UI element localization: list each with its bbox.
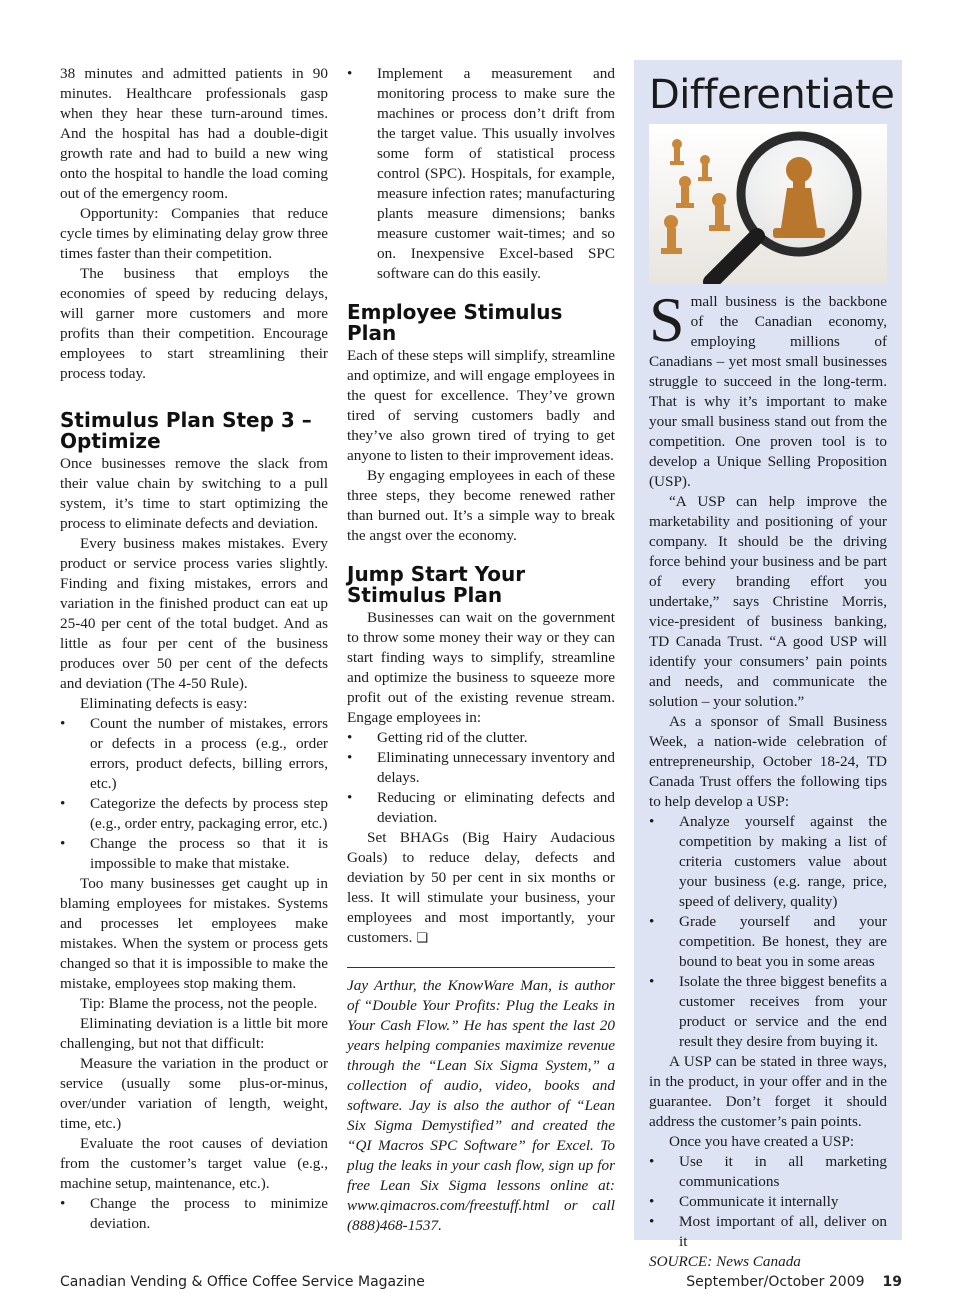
paragraph: A USP can be stated in three ways, in the product, in your offer and in the guarantee. Don’t forget it should address the customer’s pain points. [649,1053,887,1130]
paragraph: As a sponsor of Small Business Week, a nation-wide celebration of entrepreneurship, October 18-24, TD Canada Trust offers the following tips to help develop a USP: [649,713,887,810]
list-item: • Communicate it internally [649,1192,887,1212]
issue-and-page [686,1274,902,1290]
list-item: • Eliminating unnecessary inventory and delays. [347,748,615,788]
bullet-list [60,714,328,874]
paragraph: 38 minutes and admitted patients in 90 minutes. Healthcare professionals gasp when they hear these turn-around times. And the hospital has had a double-digit growth rate and had to build a new wing onto the hospital to handle the load coming out of the emergency room. [60,65,328,202]
section-heading-jump-start: Jump Start Your Stimulus Plan [347,562,526,607]
paragraph: Opportunity: Companies that reduce cycle times by eliminating delay grow three times faster than their competition. [60,205,328,262]
paragraph: Eliminating defects is easy: [80,695,248,712]
author-bio: Jay Arthur, the KnowWare Man, is author of “Double Your Profits: Plug the Leaks in Your Cash Flow.” He has spent the last 20 years helping companies maximize revenue through the “Lean Six Sigma System,” a collection of audio, video, books and software. Jay is also the author of “Lean Six Sigma Demystified” and created the “QI Macros SPC Software” for Excel. To plug the leaks in your cash flow, sign up for free Lean Six Sigma lessons online at: www.qimacros.com/freestuff.html or call (888)468-1537. [347,977,615,1234]
paragraph: Tip: Blame the process, not the people. [80,995,318,1012]
paragraph [347,828,615,949]
paragraph-text: Set BHAGs (Big Hairy Audacious Goals) to reduce delay, defects and deviation by 50 per cent in six months or less. It will stimulate your business, your employees and most importantly, your customers. [347,829,615,946]
drop-cap: S [649,284,685,355]
paragraph: Businesses can wait on the government to throw some money their way or they can start finding ways to simplify, streamline and optimize the business to squeeze more profit out of the existing revenue stream. Engage employees in: [347,609,615,726]
paragraph: Once you have created a USP: [669,1133,855,1150]
source-credit: SOURCE: News Canada [649,1253,801,1270]
paragraph: The business that employs the economies of speed by reducing delays, will garner more customers and more profits than their competition. Encourage employees to start streamlining their process today. [60,265,328,382]
sidebar-differentiate [634,60,902,1270]
sidebar-title: Differentiate [649,72,895,118]
list-item: • Use it in all marketing communications [649,1152,887,1192]
list-item: • Implement a measurement and monitoring process to make sure the machines or process don’t drift from the target value. This usually involves some form of statistical process control (SPC). Hospitals, for example, measure infection rates; manufacturing plants measure dimensions; banks measure customer wait-times; and so on. Inexpensive Excel-based SPC software can do this easily. [347,64,615,284]
page-footer [60,1274,902,1294]
section-heading-employee-stimulus: Employee Stimulus Plan [347,300,563,345]
bullet-list [60,1194,328,1234]
paragraph: Measure the variation in the product or service (usually some plus-or-minus, over/under variation of length, weight, time, etc.) [60,1055,328,1132]
list-item: • Grade yourself and your competition. Be honest, they are bound to beat you in some areas [649,912,887,972]
publication-name: Canadian Vending & Office Coffee Service Magazine [60,1274,425,1290]
paragraph: Evaluate the root causes of deviation from the customer’s target value (e.g., machine setup, maintenance, etc.). [60,1135,328,1192]
issue-date: September/October 2009 [686,1274,865,1290]
list-item: • Change the process to minimize deviation. [60,1194,328,1234]
list-item: • Count the number of mistakes, errors or defects in a process (e.g., order errors, product defects, billing errors, etc.) [60,714,328,794]
list-item: • Getting rid of the clutter. [347,728,615,748]
list-item: • Categorize the defects by process step (e.g., order entry, packaging error, etc.) [60,794,328,834]
column-1 [60,64,328,1234]
paragraph: Once businesses remove the slack from their value chain by switching to a pull system, it’s time to start optimizing the process to eliminate defects and deviation. [60,455,328,532]
bullet-list [347,728,615,828]
paragraph: Too many businesses get caught up in blaming employees for mistakes. Systems and processes let employees make mistakes. When the system or process gets changed so that it is impossible to make the mistake, employees stop making them. [60,875,328,992]
page-number: 19 [882,1274,902,1290]
list-item: • Reducing or eliminating defects and deviation. [347,788,615,828]
chess-pieces-illustration [649,124,887,284]
paragraph: By engaging employees in each of these three steps, they become renewed rather than burned out. It’s a simple way to break the angst over the economy. [347,467,615,544]
paragraph-text: mall business is the backbone of the Canadian economy, employing millions of Canadians – yet most small businesses struggle to succeed in the long-term. That is why it’s important to make your small business stand out from the competition. One proven tool is to develop a Unique Selling Proposition (USP). [649,293,887,490]
chess-magnifier-photo [649,124,887,284]
paragraph: Every business makes mistakes. Every product or service process varies slightly. Finding and fixing mistakes, errors and variation in the finished product can eat up 25-40 per cent of the total budget. And as little as four per cent of the business produces over 50 per cent of the defects and deviation (The 4-50 Rule). [60,535,328,692]
bullet-list [347,64,615,284]
list-item: • Change the process so that it is impossible to make that mistake. [60,834,328,874]
paragraph [649,284,887,492]
bullet-list [649,812,887,1052]
section-heading-optimize: Stimulus Plan Step 3 – Optimize [60,408,312,453]
end-mark: ❏ [416,931,428,946]
paragraph: “A USP can help improve the marketability and positioning of your company. It should be the driving force behind your business and be part of every branding effort you undertake,” says Christine Morris, vice-president of business banking, TD Canada Trust. “A good USP will identify your consumers’ pain points and needs, and communicate the solution – your solution.” [649,493,887,710]
list-item: • Isolate the three biggest benefits a customer receives from your product or service and the end result they desire from buying it. [649,972,887,1052]
paragraph: Each of these steps will simplify, streamline and optimize, and will engage employees in the quest for excellence. They’ve grown tired of serving customers badly and they’ve also grown tired of trying to get anyone to listen to their improvement ideas. [347,347,615,464]
list-item: • Analyze yourself against the competition by making a list of criteria customers value about your business (e.g. range, price, speed of delivery, quality) [649,812,887,912]
column-2 [347,64,615,1236]
paragraph: Eliminating deviation is a little bit more challenging, but not that difficult: [60,1015,328,1052]
list-item: • Most important of all, deliver on it [649,1212,887,1252]
divider [347,967,615,968]
bullet-list [649,1152,887,1252]
